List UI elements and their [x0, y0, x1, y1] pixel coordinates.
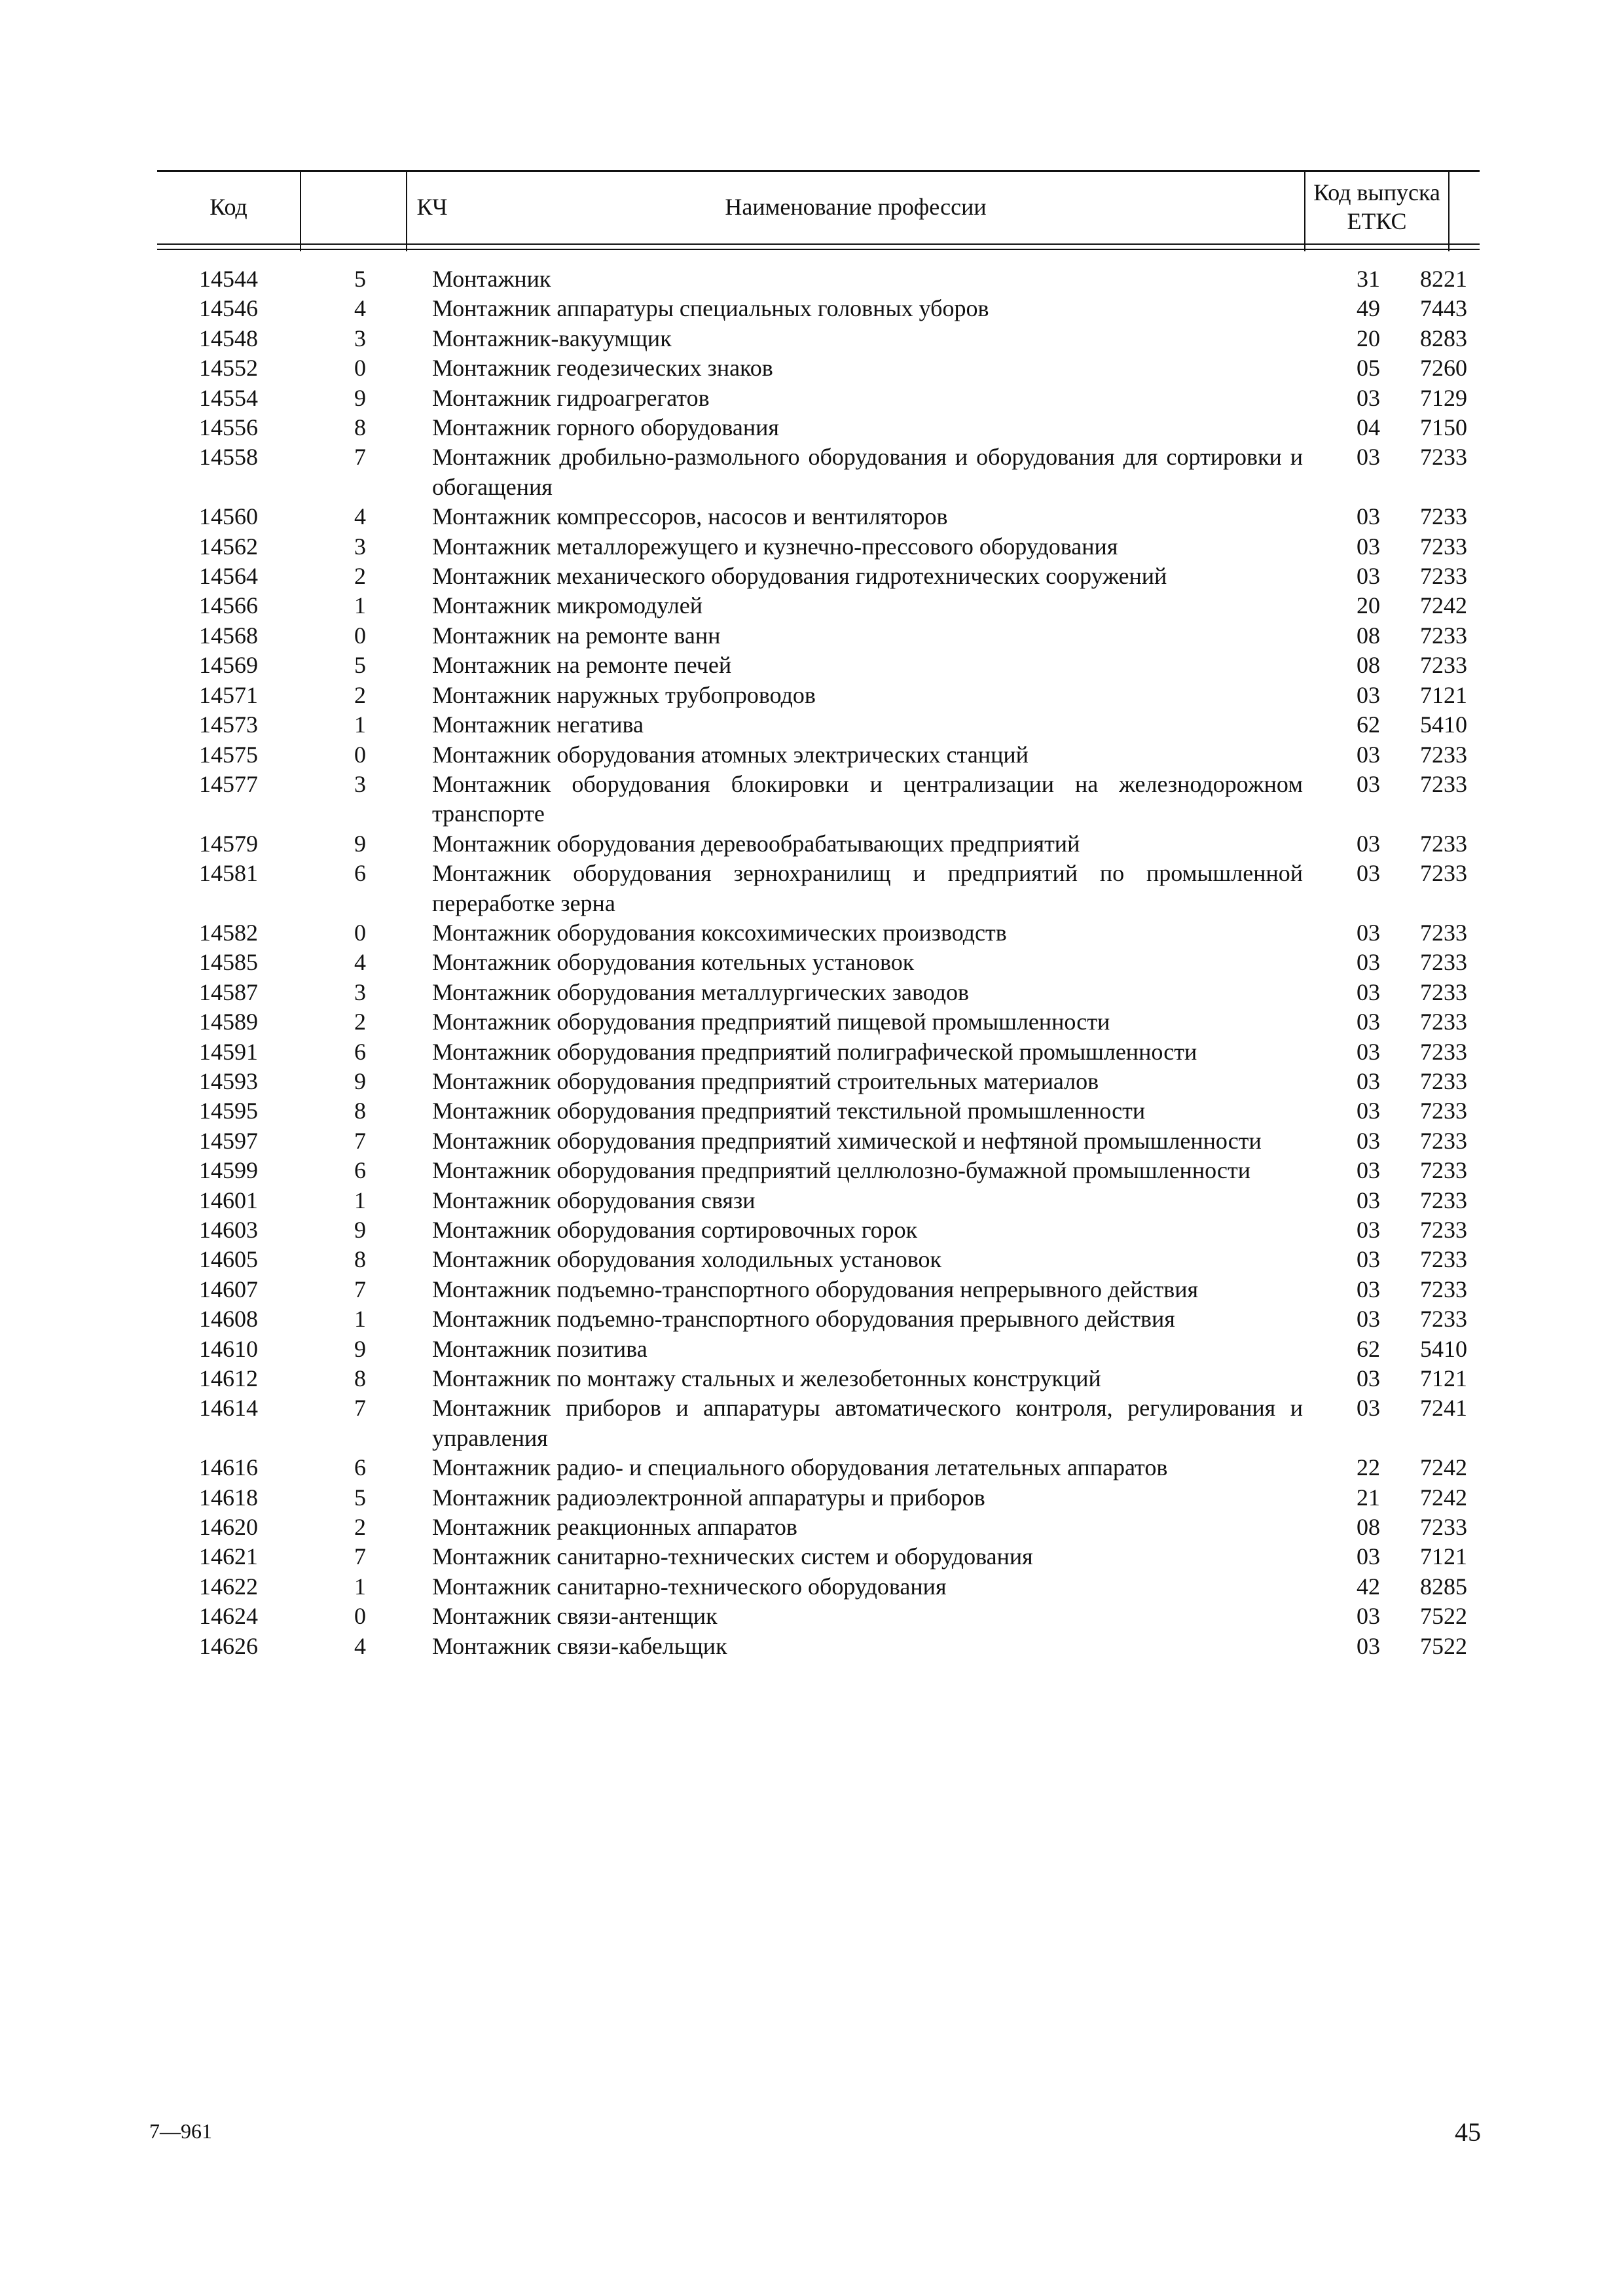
row-name: Монтажник компрессоров, насосов и вентиляторов [432, 503, 948, 530]
row-etks: 03 [1357, 1127, 1380, 1154]
row-okz: 8285 [1420, 1573, 1467, 1600]
table-row [157, 1542, 1480, 1571]
row-etks: 08 [1357, 1514, 1380, 1541]
row-name: Монтажник оборудования предприятий пищевой промышленности [432, 1009, 1110, 1035]
row-okz: 7522 [1420, 1603, 1467, 1630]
row-okz: 7233 [1420, 622, 1467, 649]
row-okz: 8221 [1420, 266, 1467, 292]
table-row [157, 1335, 1480, 1364]
row-etks: 03 [1357, 770, 1380, 797]
row-okz: 7260 [1420, 355, 1467, 382]
row-kch: 9 [354, 1067, 366, 1094]
header-bottom-rule [157, 243, 1480, 245]
row-code: 14597 [199, 1127, 258, 1154]
row-kch: 7 [354, 444, 366, 471]
row-kch: 4 [354, 295, 366, 322]
row-code: 14581 [199, 860, 258, 887]
row-name: Монтажник радиоэлектронной аппаратуры и приборов [432, 1484, 985, 1511]
row-okz: 7233 [1420, 1276, 1467, 1302]
row-okz: 7233 [1420, 770, 1467, 797]
row-okz: 7522 [1420, 1632, 1467, 1659]
row-okz: 7233 [1420, 503, 1467, 530]
table-row [157, 978, 1480, 1007]
row-okz: 7242 [1420, 1454, 1467, 1481]
row-etks: 03 [1357, 1009, 1380, 1035]
row-okz: 7233 [1420, 1217, 1467, 1243]
row-name: Монтажник по монтажу стальных и железобетонных конструкций [432, 1365, 1101, 1392]
row-okz: 7233 [1420, 444, 1467, 471]
row-code: 14585 [199, 949, 258, 976]
row-etks: 03 [1357, 860, 1380, 887]
row-name: Монтажник механического оборудования гидротехнических сооружений [432, 563, 1167, 590]
row-kch: 9 [354, 830, 366, 857]
row-kch: 7 [354, 1543, 366, 1570]
table-row [157, 1483, 1480, 1513]
row-code: 14603 [199, 1217, 258, 1243]
row-name: Монтажник негатива [432, 711, 644, 738]
row-code: 14612 [199, 1365, 258, 1392]
header-etks-line2: ЕТКС [1347, 208, 1407, 234]
printing-mark: 7—961 [149, 2119, 212, 2143]
row-okz: 7233 [1420, 830, 1467, 857]
row-okz: 7233 [1420, 1098, 1467, 1124]
row-etks: 03 [1357, 384, 1380, 411]
row-kch: 8 [354, 1365, 366, 1392]
table-row [157, 384, 1480, 413]
row-code: 14569 [199, 652, 258, 679]
table-row [157, 1275, 1480, 1304]
row-kch: 1 [354, 1306, 366, 1333]
row-kch: 6 [354, 1038, 366, 1065]
row-etks: 03 [1357, 1395, 1380, 1422]
row-etks: 08 [1357, 622, 1380, 649]
table-row [157, 621, 1480, 651]
row-code: 14605 [199, 1246, 258, 1273]
row-code: 14571 [199, 681, 258, 708]
row-kch: 1 [354, 1573, 366, 1600]
row-name: Монтажник позитива [432, 1335, 647, 1362]
row-kch: 7 [354, 1127, 366, 1154]
row-name: Монтажник подъемно-транспортного оборудования непрерывного действия [432, 1276, 1199, 1302]
row-kch: 1 [354, 592, 366, 619]
table-row [157, 294, 1480, 323]
row-name: Монтажник оборудования холодильных установок [432, 1246, 942, 1273]
table-row [157, 1156, 1480, 1185]
table-row [157, 948, 1480, 977]
table-row [157, 532, 1480, 562]
row-code: 14562 [199, 533, 258, 560]
row-etks: 03 [1357, 1603, 1380, 1630]
header-bottom-rule-double [157, 249, 1480, 250]
row-name: Монтажник оборудования блокировки и централизации на железнодорожном транспорте [432, 770, 1303, 827]
row-okz: 7121 [1420, 1543, 1467, 1570]
row-etks: 03 [1357, 1543, 1380, 1570]
row-okz: 7242 [1420, 1484, 1467, 1511]
table-row [157, 264, 1480, 294]
row-code: 14564 [199, 563, 258, 590]
row-kch: 9 [354, 1335, 366, 1362]
row-okz: 7233 [1420, 1038, 1467, 1065]
row-code: 14621 [199, 1543, 258, 1570]
row-code: 14620 [199, 1514, 258, 1541]
table-row [157, 1632, 1480, 1661]
row-kch: 0 [354, 622, 366, 649]
row-okz: 7233 [1420, 1067, 1467, 1094]
row-etks: 03 [1357, 1246, 1380, 1273]
row-okz: 7233 [1420, 1009, 1467, 1035]
row-kch: 9 [354, 1217, 366, 1243]
row-etks: 03 [1357, 1038, 1380, 1065]
row-kch: 2 [354, 681, 366, 708]
row-etks: 04 [1357, 414, 1380, 441]
table-row [157, 1245, 1480, 1274]
row-name: Монтажник приборов и аппаратуры автоматического контроля, регулирования и управления [432, 1395, 1303, 1451]
row-code: 14554 [199, 384, 258, 411]
table-row [157, 1186, 1480, 1215]
row-name: Монтажник оборудования предприятий строительных материалов [432, 1067, 1099, 1094]
row-okz: 7233 [1420, 1187, 1467, 1213]
row-okz: 7150 [1420, 414, 1467, 441]
row-kch: 8 [354, 414, 366, 441]
row-kch: 4 [354, 949, 366, 976]
row-code: 14614 [199, 1395, 258, 1422]
table-row [157, 829, 1480, 859]
row-okz: 7233 [1420, 860, 1467, 887]
row-code: 14624 [199, 1603, 258, 1630]
row-code: 14582 [199, 919, 258, 946]
row-okz: 7233 [1420, 1157, 1467, 1184]
row-okz: 7443 [1420, 295, 1467, 322]
table-row [157, 770, 1480, 829]
table-row [157, 562, 1480, 591]
header-kch-label: КЧ [416, 194, 448, 220]
row-code: 14599 [199, 1157, 258, 1184]
row-okz: 7233 [1420, 1127, 1467, 1154]
table-row [157, 918, 1480, 948]
row-etks: 05 [1357, 355, 1380, 382]
row-etks: 08 [1357, 652, 1380, 679]
row-name: Монтажник аппаратуры специальных головных уборов [432, 295, 989, 322]
row-code: 14556 [199, 414, 258, 441]
table-row [157, 1037, 1480, 1067]
row-okz: 7233 [1420, 563, 1467, 590]
row-kch: 3 [354, 325, 366, 351]
row-name: Монтажник оборудования атомных электрических станций [432, 741, 1029, 768]
row-name: Монтажник-вакуумщик [432, 325, 672, 351]
row-code: 14626 [199, 1632, 258, 1659]
row-kch: 0 [354, 355, 366, 382]
table-row [157, 1393, 1480, 1453]
row-etks: 31 [1357, 266, 1380, 292]
row-code: 14607 [199, 1276, 258, 1302]
row-name: Монтажник оборудования коксохимических производств [432, 919, 1007, 946]
row-name: Монтажник связи-антенщик [432, 1603, 718, 1630]
table-row [157, 710, 1480, 740]
row-code: 14610 [199, 1335, 258, 1362]
row-kch: 1 [354, 711, 366, 738]
table-row [157, 1215, 1480, 1245]
row-code: 14589 [199, 1009, 258, 1035]
row-etks: 21 [1357, 1484, 1380, 1511]
row-etks: 03 [1357, 503, 1380, 530]
row-name: Монтажник оборудования сортировочных горок [432, 1217, 918, 1243]
row-code: 14548 [199, 325, 258, 351]
row-name: Монтажник оборудования деревообрабатывающих предприятий [432, 830, 1080, 857]
row-name: Монтажник радио- и специального оборудования летательных аппаратов [432, 1454, 1168, 1481]
row-etks: 42 [1357, 1573, 1380, 1600]
row-code: 14579 [199, 830, 258, 857]
row-name: Монтажник гидроагрегатов [432, 384, 710, 411]
row-code: 14568 [199, 622, 258, 649]
table-row [157, 442, 1480, 502]
row-etks: 20 [1357, 592, 1380, 619]
table-row [157, 740, 1480, 770]
table-row [157, 1126, 1480, 1156]
row-name: Монтажник оборудования предприятий химической и нефтяной промышленности [432, 1127, 1262, 1154]
row-code: 14622 [199, 1573, 258, 1600]
row-name: Монтажник на ремонте печей [432, 652, 732, 679]
row-etks: 03 [1357, 1217, 1380, 1243]
header-code [157, 170, 300, 243]
header-etks [1305, 170, 1448, 243]
row-kch: 0 [354, 741, 366, 768]
row-okz: 7233 [1420, 949, 1467, 976]
row-name: Монтажник микромодулей [432, 592, 702, 619]
table-row [157, 1572, 1480, 1602]
header-etks-line1: Код выпуска [1313, 179, 1440, 206]
row-name: Монтажник дробильно-размольного оборудования и оборудования для сортировки и обогащения [432, 444, 1303, 500]
row-kch: 8 [354, 1246, 366, 1273]
row-kch: 2 [354, 1514, 366, 1541]
row-kch: 5 [354, 652, 366, 679]
row-code: 14587 [199, 978, 258, 1005]
row-code: 14544 [199, 266, 258, 292]
row-okz: 7233 [1420, 1246, 1467, 1273]
row-kch: 7 [354, 1395, 366, 1422]
table-row [157, 1513, 1480, 1542]
row-etks: 03 [1357, 444, 1380, 471]
row-etks: 03 [1357, 830, 1380, 857]
row-code: 14552 [199, 355, 258, 382]
row-kch: 5 [354, 1484, 366, 1511]
row-kch: 0 [354, 919, 366, 946]
row-etks: 20 [1357, 325, 1380, 351]
header-okz-spacer [1450, 170, 1480, 243]
row-name: Монтажник оборудования предприятий текстильной промышленности [432, 1098, 1146, 1124]
row-okz: 7233 [1420, 1514, 1467, 1541]
row-etks: 03 [1357, 1157, 1380, 1184]
row-code: 14560 [199, 503, 258, 530]
row-kch: 4 [354, 503, 366, 530]
row-kch: 4 [354, 1632, 366, 1659]
header-name-label: Наименование профессии [725, 194, 987, 220]
table-row [157, 413, 1480, 442]
row-name: Монтажник горного оборудования [432, 414, 779, 441]
row-etks: 03 [1357, 1098, 1380, 1124]
row-name: Монтажник оборудования металлургических заводов [432, 978, 970, 1005]
table-row [157, 1096, 1480, 1126]
row-okz: 5410 [1420, 1335, 1467, 1362]
row-name: Монтажник связи-кабельщик [432, 1632, 727, 1659]
row-name: Монтажник оборудования предприятий полиграфической промышленности [432, 1038, 1197, 1065]
row-okz: 8283 [1420, 325, 1467, 351]
row-kch: 3 [354, 770, 366, 797]
row-kch: 1 [354, 1187, 366, 1213]
table-row [157, 1453, 1480, 1482]
row-name: Монтажник реакционных аппаратов [432, 1514, 797, 1541]
row-code: 14618 [199, 1484, 258, 1511]
row-name: Монтажник оборудования зернохранилищ и предприятий по промышленной переработке зерна [432, 860, 1303, 916]
table-row [157, 859, 1480, 918]
table-row [157, 1007, 1480, 1037]
header-code-label: Код [210, 194, 247, 220]
table-row [157, 1304, 1480, 1334]
row-etks: 03 [1357, 919, 1380, 946]
row-kch: 0 [354, 1603, 366, 1630]
row-etks: 03 [1357, 978, 1380, 1005]
row-etks: 62 [1357, 1335, 1380, 1362]
table-header [157, 170, 1480, 251]
row-name: Монтажник оборудования связи [432, 1187, 756, 1213]
table-row [157, 1602, 1480, 1631]
row-etks: 03 [1357, 1276, 1380, 1302]
row-code: 14616 [199, 1454, 258, 1481]
row-name: Монтажник санитарно-технических систем и оборудования [432, 1543, 1033, 1570]
row-etks: 03 [1357, 1067, 1380, 1094]
row-name: Монтажник санитарно-технического оборудования [432, 1573, 947, 1600]
row-code: 14573 [199, 711, 258, 738]
row-etks: 03 [1357, 949, 1380, 976]
row-etks: 03 [1357, 533, 1380, 560]
row-etks: 03 [1357, 681, 1380, 708]
row-etks: 49 [1357, 295, 1380, 322]
row-name: Монтажник геодезических знаков [432, 355, 773, 382]
row-code: 14558 [199, 444, 258, 471]
row-etks: 62 [1357, 711, 1380, 738]
row-code: 14593 [199, 1067, 258, 1094]
row-name: Монтажник подъемно-транспортного оборудования прерывного действия [432, 1306, 1175, 1333]
row-kch: 2 [354, 1009, 366, 1035]
row-name: Монтажник оборудования котельных установок [432, 949, 915, 976]
row-etks: 03 [1357, 1187, 1380, 1213]
header-name [407, 170, 1304, 243]
row-kch: 6 [354, 860, 366, 887]
row-kch: 8 [354, 1098, 366, 1124]
row-kch: 3 [354, 978, 366, 1005]
row-etks: 03 [1357, 741, 1380, 768]
row-etks: 03 [1357, 1632, 1380, 1659]
row-okz: 7129 [1420, 384, 1467, 411]
row-name: Монтажник наружных трубопроводов [432, 681, 816, 708]
row-code: 14546 [199, 295, 258, 322]
row-code: 14601 [199, 1187, 258, 1213]
row-code: 14595 [199, 1098, 258, 1124]
page-number: 45 [1455, 2117, 1481, 2147]
table-row [157, 324, 1480, 353]
row-okz: 7121 [1420, 1365, 1467, 1392]
table-row [157, 1364, 1480, 1393]
row-etks: 22 [1357, 1454, 1380, 1481]
table-row [157, 502, 1480, 531]
table-row [157, 681, 1480, 710]
row-okz: 7233 [1420, 1306, 1467, 1333]
row-okz: 7121 [1420, 681, 1467, 708]
row-kch: 3 [354, 533, 366, 560]
row-code: 14608 [199, 1306, 258, 1333]
row-etks: 03 [1357, 1365, 1380, 1392]
row-name: Монтажник металлорежущего и кузнечно-прессового оборудования [432, 533, 1118, 560]
row-etks: 03 [1357, 563, 1380, 590]
table-row [157, 651, 1480, 680]
row-name: Монтажник на ремонте ванн [432, 622, 721, 649]
row-okz: 7233 [1420, 741, 1467, 768]
row-okz: 7242 [1420, 592, 1467, 619]
row-okz: 7233 [1420, 978, 1467, 1005]
row-okz: 7233 [1420, 652, 1467, 679]
row-etks: 03 [1357, 1306, 1380, 1333]
row-code: 14575 [199, 741, 258, 768]
row-kch: 9 [354, 384, 366, 411]
table-row [157, 353, 1480, 383]
row-code: 14566 [199, 592, 258, 619]
row-name: Монтажник оборудования предприятий целлюлозно-бумажной промышленности [432, 1157, 1250, 1184]
row-kch: 6 [354, 1454, 366, 1481]
row-kch: 5 [354, 266, 366, 292]
row-okz: 7233 [1420, 533, 1467, 560]
row-okz: 5410 [1420, 711, 1467, 738]
row-okz: 7233 [1420, 919, 1467, 946]
row-code: 14591 [199, 1038, 258, 1065]
row-kch: 7 [354, 1276, 366, 1302]
table-row [157, 1067, 1480, 1096]
row-okz: 7241 [1420, 1395, 1467, 1422]
row-name: Монтажник [432, 266, 551, 292]
row-kch: 6 [354, 1157, 366, 1184]
table-body [157, 264, 1480, 1661]
row-kch: 2 [354, 563, 366, 590]
table-row [157, 591, 1480, 620]
row-code: 14577 [199, 770, 258, 797]
